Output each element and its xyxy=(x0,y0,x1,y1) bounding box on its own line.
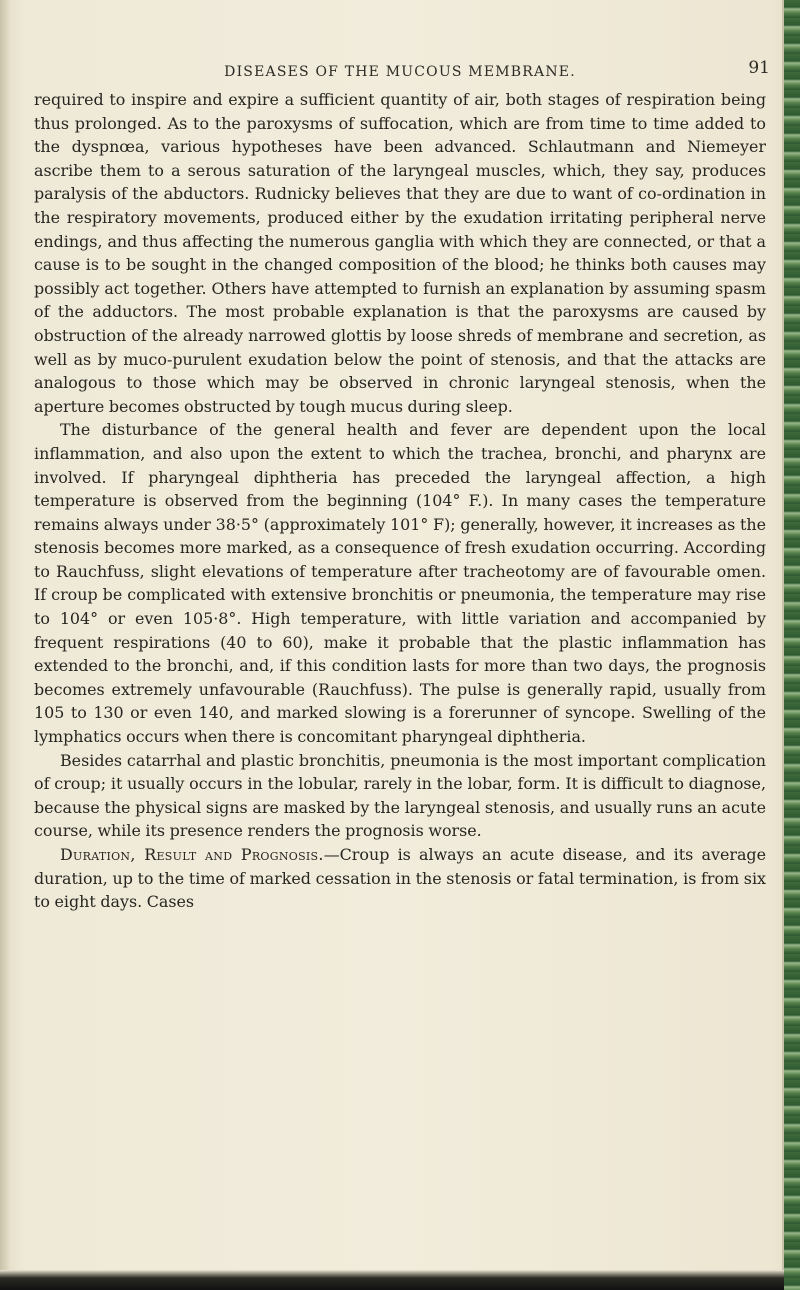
paragraph-complications: Besides catarrhal and plastic bronchitis, pneumonia is the most important complication of croup; it usually occurs in the lobular, rarely in the lobar, form. It is difficult to diagnose, because the physical signs are masked by the laryngeal stenosis, and usually runs an acute course, while its presence renders the prognosis worse. xyxy=(34,750,766,841)
paragraph-fever: The disturbance of the general health and fever are dependent upon the local inflammation, and also upon the extent to which the trachea, bronchi, and pharynx are involved. If pharyngeal diphtheria has preceded the laryngeal affection, a high temperature is observed from the beginning (104° F.). In many cases the temperature remains always under 38·5° (approximately 101° F); generally, however, it increases as the stenosis becomes more marked, as a consequence of fresh exudation occurring. According to Rauchfuss, slight elevations of temperature after tracheotomy are of favourable omen. If croup be complicated with extensive bronchitis or pneumonia, the temperature may rise to 104° or even 105·8°. High temperature, with little variation and accompanied by frequent respirations (40 to 60), make it probable that the plastic inflammation has extended to the bronchi, and, if this condition lasts for more than two days, the prognosis becomes extremely unfavourable (Rauchfuss). The pulse is generally rapid, usually from 105 to 130 or even 140, and marked slowing is a forerunner of syncope. Swelling of the lymphatics occurs when there is concomitant pharyngeal diphtheria. xyxy=(34,420,766,747)
running-title: DISEASES OF THE MUCOUS MEMBRANE. xyxy=(224,64,576,80)
page-left-edge xyxy=(0,0,10,1290)
paragraph-respiration: required to inspire and expire a sufficient quantity of air, both stages of respiration being thus prolonged. As to the paroxysms of suffocation, which are from time to time added to the dyspnœa, various hypotheses have been advanced. Schlautmann and Niemeyer ascribe them to a serous saturation of the laryngeal muscles, which, they say, produces paralysis of the abductors. Rudnicky believes that they are due to want of co-ordination in the respiratory movements, produced either by the exudation irritating peripheral nerve endings, and thus affecting the numerous ganglia with which they are connected, or that a cause is to be sought in the changed composition of the blood; he thinks both causes may possibly act together. Others have attempted to furnish an explanation by assuming spasm of the adductors. The most probable explanation is that the paroxysms are caused by obstruction of the already narrowed glottis by loose shreds of membrane and secretion, as well as by muco-purulent exudation below the point of stenosis, and that the attacks are analogous to those which may be observed in chronic laryngeal stenosis, when the aperture becomes obstructed by tough mucus during sleep. xyxy=(34,90,766,416)
section-heading-duration: Duration, Result and Prognosis. xyxy=(60,845,324,864)
page-number: 91 xyxy=(748,58,770,78)
book-binding-edge xyxy=(782,0,800,1290)
paragraph-duration xyxy=(34,843,766,914)
body-text xyxy=(34,88,766,914)
page-bottom-shadow xyxy=(0,1270,784,1290)
running-header xyxy=(30,58,770,82)
paragraph-duration-text: —Croup is always an acute disease, and its average duration, up to the time of marked cessation in the stenosis or fatal termination, is from six to eight days. Cases xyxy=(34,845,766,912)
